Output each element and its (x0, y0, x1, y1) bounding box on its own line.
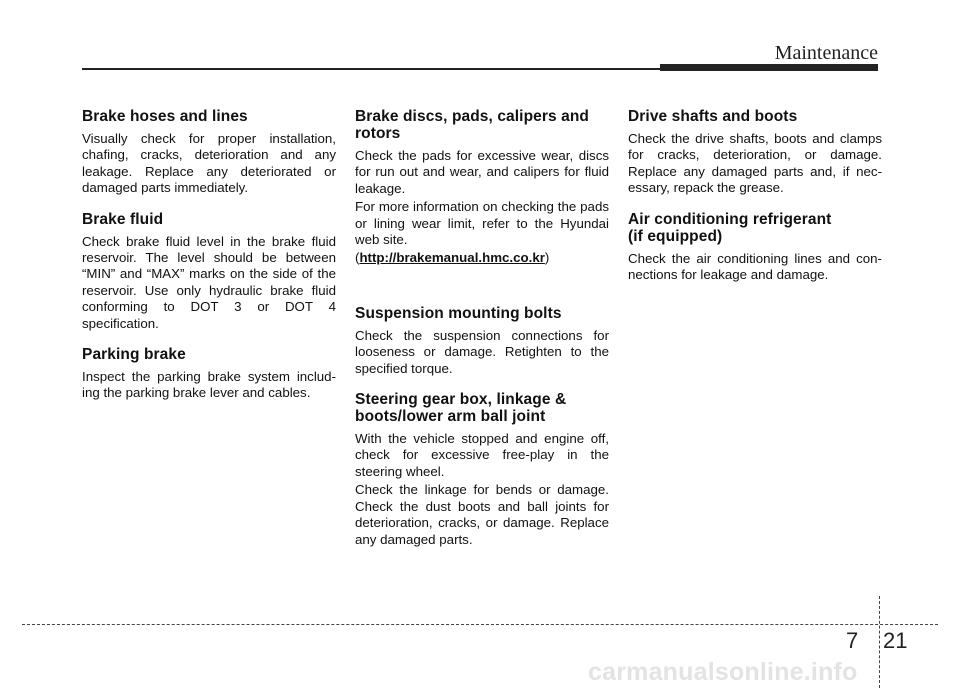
spacer (355, 269, 609, 291)
section-paragraph: Inspect the parking brake system includ- ing the parking brake lever and cables. (82, 369, 336, 401)
page-header-title: Maintenance (774, 42, 878, 64)
column-right (628, 108, 882, 297)
section-paragraph: For more information on checking the pads or lining wear limit, refer to the Hyundai web site. (355, 199, 609, 248)
section-paragraph: Check brake fluid level in the brake fluid reservoir. The level should be between “MIN” and “MAX” marks on the side of the reservoir. Use only hydraulic brake fluid conforming to DOT 3 or DOT 4 specification. (82, 233, 336, 331)
footer-dashed-divider (879, 596, 880, 688)
section-heading: Suspension mounting bolts (355, 304, 562, 322)
section-paragraph: Visually check for proper installation, chafing, cracks, deterioration and any leakage. Replace any deteriorated or damaged parts immediately. (82, 131, 336, 196)
header-rule (82, 68, 660, 70)
section-heading: Air conditioning refrigerant (if equipped) (628, 210, 832, 245)
column-left (82, 108, 336, 416)
link-paren-open: ( (355, 250, 360, 266)
section-ac-refrigerant (628, 211, 882, 284)
section-heading: Parking brake (82, 346, 186, 364)
section-brake-discs (355, 108, 609, 291)
section-paragraph: With the vehicle stopped and engine off, check for excessive free-play in the steering wheel. (355, 431, 609, 479)
link-paren-close: ) (544, 250, 550, 266)
section-heading: Brake fluid (82, 210, 164, 228)
section-heading: Brake hoses and lines (82, 108, 248, 125)
footer-dashed-rule (22, 624, 938, 625)
section-paragraph: Check the drive shafts, boots and clamps for cracks, deterioration, or damage. Replace any damaged parts and, if nec- essary, repack the grease. (628, 131, 882, 196)
section-steering (355, 391, 609, 548)
section-suspension (355, 305, 609, 377)
section-paragraph: Check the linkage for bends or damage. Check the dust boots and ball joints for deterioration, cracks, or damage. Replace any damaged parts. (355, 482, 609, 547)
section-paragraph: Check the pads for excessive wear, discs for run out and wear, and calipers for fluid leakage. (355, 148, 609, 196)
brake-manual-link[interactable]: http://brakemanual.hmc.co.kr (359, 250, 545, 266)
section-paragraph: Check the air conditioning lines and con- nections for leakage and damage. (628, 250, 882, 283)
page-number: 21 (883, 628, 908, 653)
watermark: carmanualsonline.info (588, 658, 858, 686)
link-line (355, 250, 609, 266)
section-heading: Steering gear box, linkage & boots/lower arm ball joint (355, 391, 567, 426)
chapter-number: 7 (846, 628, 859, 653)
section-heading: Brake discs, pads, calipers and rotors (355, 108, 589, 142)
section-brake-fluid (82, 211, 336, 332)
section-parking-brake (82, 346, 336, 402)
header-rule-bar (660, 64, 878, 71)
section-heading: Drive shafts and boots (628, 108, 798, 125)
section-brake-hoses (82, 108, 336, 197)
section-paragraph: Check the suspension connections for looseness or damage. Retighten to the specified torque. (355, 327, 609, 376)
column-middle (355, 108, 609, 562)
section-drive-shafts (628, 108, 882, 197)
